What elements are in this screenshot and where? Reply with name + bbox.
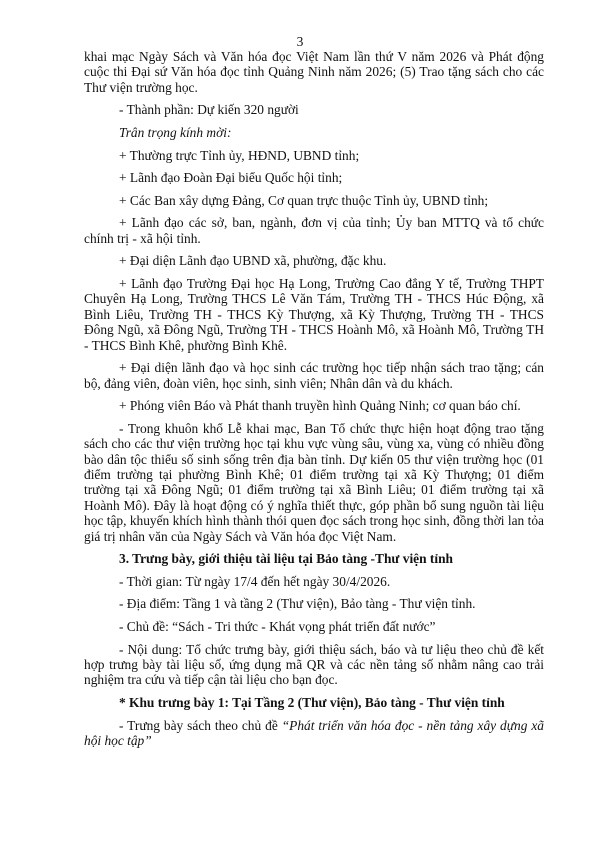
invitee-item: + Đại diện Lãnh đạo UBND xã, phường, đặc khu. bbox=[119, 253, 387, 269]
paragraph-continuation: khai mạc Ngày Sách và Văn hóa đọc Việt Nam lần thứ V năm 2026 và Phát động cuộc thi Đại sứ Văn hóa đọc tỉnh Quảng Ninh năm 2026; (5) Trao tặng sách cho các Thư viện trường học. bbox=[84, 49, 544, 95]
invitee-item: + Các Ban xây dựng Đảng, Cơ quan trực thuộc Tỉnh ủy, UBND tỉnh; bbox=[119, 192, 489, 208]
invitee-item: + Lãnh đạo Trường Đại học Hạ Long, Trường Cao đẳng Y tế, Trường THPT Chuyên Hạ Long, Trường THCS Lê Văn Tám, Trường TH - THCS Húc Động, xã Bình Liêu, Trường TH - THCS Kỳ Thượng, xã Kỳ Thượng, Trường TH - THCS Đông Ngũ, xã Đông Ngũ, Trường TH - THCS Hoành Mô, xã Hoành Mô, Trường TH - THCS Bình Khê, phường Bình Khê. bbox=[84, 275, 544, 353]
content-paragraph: - Nội dung: Tổ chức trưng bày, giới thiệu sách, báo và tư liệu theo chủ đề kết hợp trưng bày tài liệu số, ứng dụng mã QR và các nền tảng số nhằm nâng cao trải nghiệm tra cứu và tiếp cận tài liệu cho bạn đọc. bbox=[84, 641, 544, 688]
invitation-text: Trân trọng kính mời: bbox=[119, 125, 232, 140]
display-theme-title: “Phát triển văn hóa đọc - nền tảng xây dựng xã hội học tập” bbox=[84, 717, 544, 748]
subsection-heading-text: * Khu trưng bày 1: Tại Tầng 2 (Thư viện), Bảo tàng - Thư viện tỉnh bbox=[119, 695, 505, 710]
page-number: 3 bbox=[296, 34, 304, 49]
time-line: - Thời gian: Từ ngày 17/4 đến hết ngày 30/4/2026. bbox=[119, 573, 391, 589]
participants-line: - Thành phần: Dự kiến 320 người bbox=[119, 102, 299, 118]
display-theme-prefix: - Trưng bày sách theo chủ đề bbox=[119, 717, 282, 733]
location-line: - Địa điểm: Tầng 1 và tầng 2 (Thư viện), Bảo tàng - Thư viện tỉnh. bbox=[119, 596, 476, 612]
display-theme-line bbox=[84, 718, 544, 749]
book-donation-paragraph: - Trong khuôn khổ Lễ khai mạc, Ban Tổ chức thực hiện hoạt động trao tặng sách cho các thư viện trường học tại khu vực vùng sâu, vùng xa, vùng có nhiều đồng bào dân tộc thiểu số sinh sống trên địa bàn tỉnh. Dự kiến 05 thư viện trường học (01 điểm trường tại phường Bình Khê; 01 điểm trường tại xã Kỳ Thượng; 01 điểm trường tại xã Đông Ngũ; 01 điểm trường tại xã Bình Liêu; 01 điểm trường tại xã Hoành Mô). Đây là hoạt động có ý nghĩa thiết thực, góp phần bổ sung nguồn tài liệu học tập, khuyến khích hình thành thói quen đọc sách trong học sinh, đồng thời lan tỏa giá trị nhân văn của Ngày Sách và Văn hóa đọc Việt Nam. bbox=[84, 420, 544, 544]
invitee-item: + Lãnh đạo Đoàn Đại biểu Quốc hội tỉnh; bbox=[119, 170, 343, 186]
subsection-heading bbox=[84, 695, 544, 710]
invitee-item: + Phóng viên Báo và Phát thanh truyền hình Quảng Ninh; cơ quan báo chí. bbox=[119, 398, 521, 414]
section-heading bbox=[84, 551, 544, 566]
theme-line: - Chủ đề: “Sách - Tri thức - Khát vọng phát triển đất nước” bbox=[119, 619, 436, 634]
invitee-item: + Lãnh đạo các sở, ban, ngành, đơn vị của tỉnh; Ủy ban MTTQ và tổ chức chính trị - xã hội tỉnh. bbox=[84, 215, 544, 246]
invitee-item: + Đại diện lãnh đạo và học sinh các trường học tiếp nhận sách trao tặng; cán bộ, đảng viên, đoàn viên, học sinh, sinh viên; Nhân dân và du khách. bbox=[84, 360, 544, 391]
document-body bbox=[84, 49, 544, 756]
invitee-item: + Thường trực Tỉnh ủy, HĐND, UBND tỉnh; bbox=[119, 147, 360, 163]
invitation-heading bbox=[84, 125, 544, 140]
section-heading-text: 3. Trưng bày, giới thiệu tài liệu tại Bảo tàng -Thư viện tỉnh bbox=[119, 551, 453, 567]
